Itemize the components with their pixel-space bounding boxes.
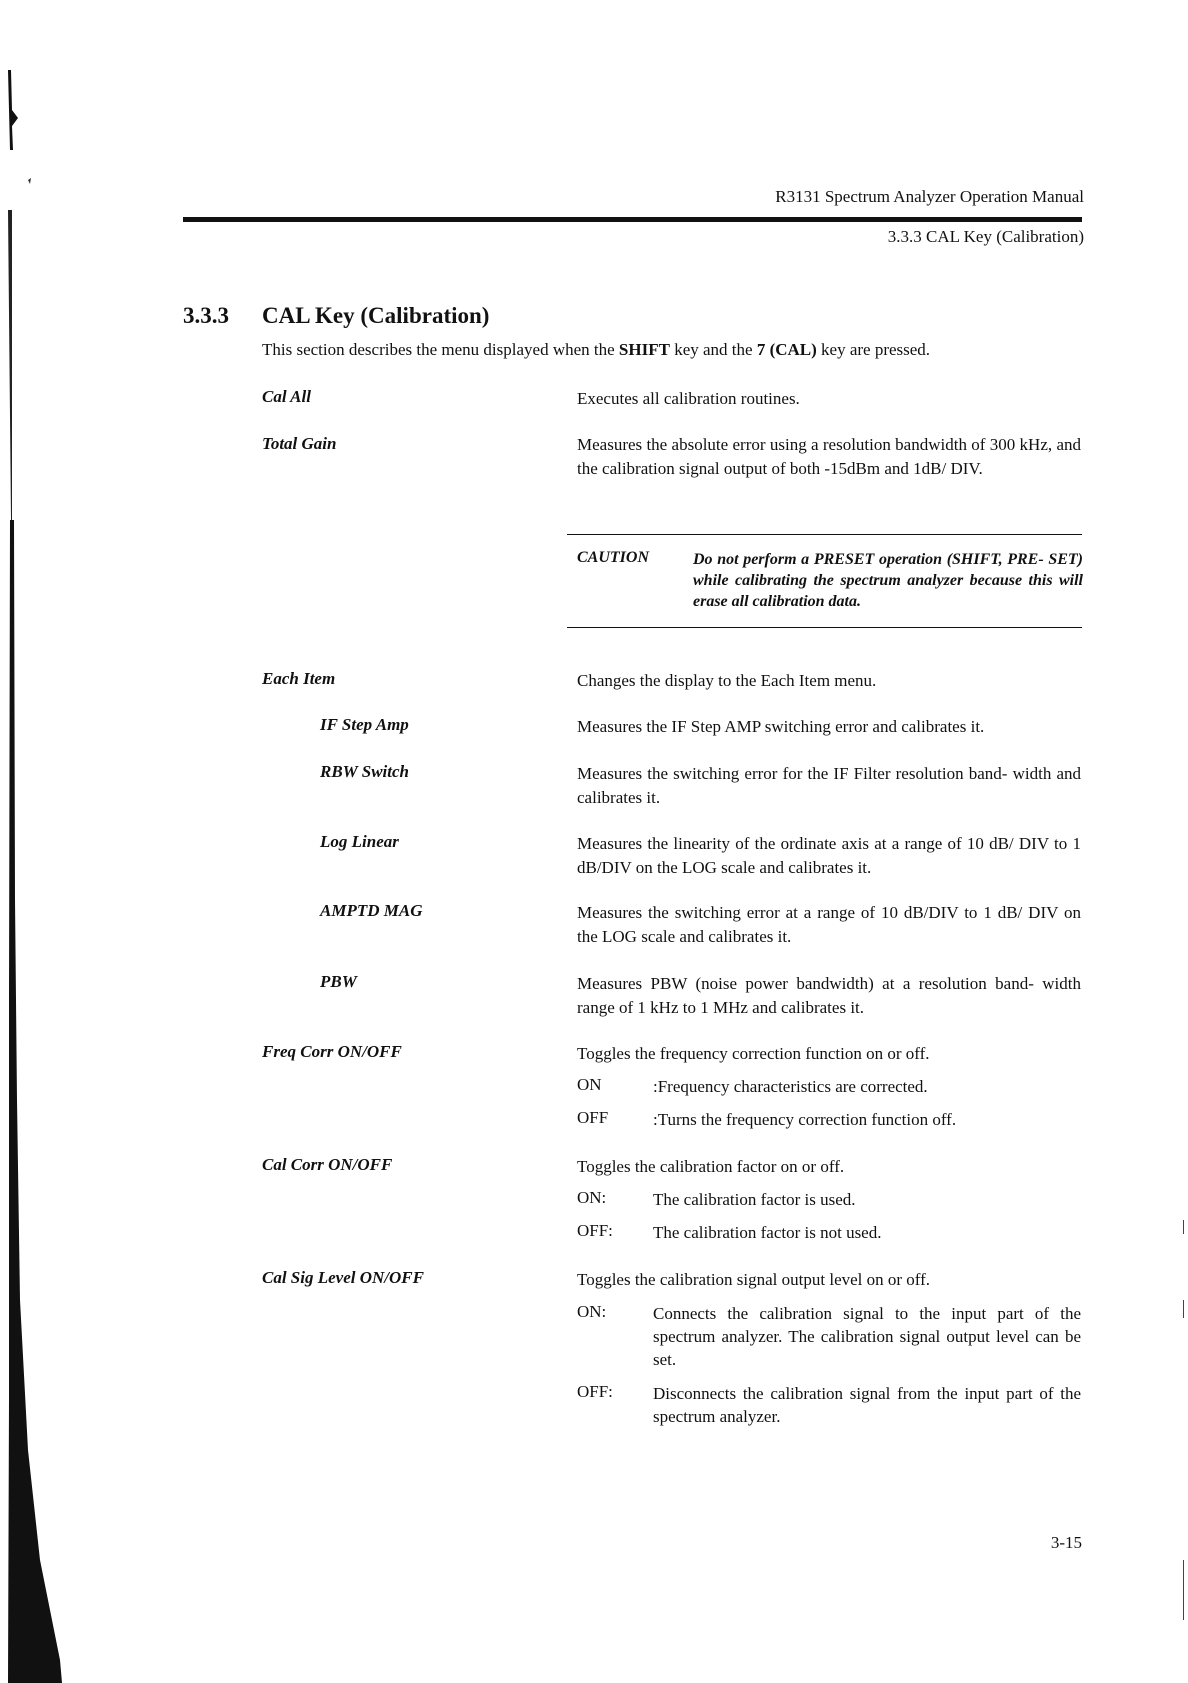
- margin-mark: [1183, 1220, 1184, 1234]
- cal-corr-off-key: OFF:: [577, 1221, 613, 1240]
- menu-term-cal-all: Cal All: [262, 387, 311, 406]
- page-number: 3-15: [1050, 1533, 1082, 1552]
- menu-term-cal-corr: Cal Corr ON/OFF: [262, 1155, 393, 1174]
- menu-desc-cal-all: Executes all calibration routines.: [577, 389, 800, 408]
- menu-desc-freq-corr: Toggles the frequency correction function on or off.: [577, 1044, 930, 1063]
- section-intro: [262, 340, 930, 360]
- running-header-title: R3131 Spectrum Analyzer Operation Manual: [775, 187, 1084, 206]
- menu-term-if-step-amp: IF Step Amp: [320, 715, 409, 734]
- menu-desc-log-linear: Measures the linearity of the ordinate axis at a range of 10 dB/ DIV to 1 dB/DIV on the LOG scale and calibrates it.: [577, 834, 1081, 877]
- menu-desc-each-item: Changes the display to the Each Item menu.: [577, 671, 877, 690]
- margin-mark: [1183, 1560, 1184, 1620]
- freq-corr-off-key: OFF: [577, 1108, 609, 1127]
- freq-corr-off-desc: :Turns the frequency correction function off.: [653, 1110, 957, 1129]
- caution-bottom-rule: [567, 627, 1082, 628]
- running-header-section: 3.3.3 CAL Key (Calibration): [887, 227, 1084, 246]
- caution-text: Do not perform a PRESET operation (SHIFT, PRE- SET) while calibrating the spectrum analyzer because this will erase all calibration data.: [693, 551, 1083, 610]
- intro-text: key and the: [669, 340, 757, 359]
- cal-corr-on-key: ON:: [577, 1188, 607, 1207]
- cal-corr-off-desc: The calibration factor is not used.: [653, 1223, 882, 1242]
- cal-sig-off-key: OFF:: [577, 1382, 613, 1401]
- menu-term-pbw: PBW: [320, 972, 357, 991]
- cal-key-name: 7 (CAL): [756, 340, 817, 359]
- freq-corr-on-desc: :Frequency characteristics are corrected.: [653, 1077, 928, 1096]
- header-rule: [183, 217, 1082, 222]
- menu-desc-cal-sig-level: Toggles the calibration signal output level on or off.: [577, 1270, 931, 1289]
- menu-term-rbw-switch: RBW Switch: [320, 762, 409, 781]
- freq-corr-on-key: ON: [577, 1075, 602, 1094]
- scan-binding-edge: [0, 0, 70, 1683]
- cal-sig-on-key: ON:: [577, 1302, 607, 1321]
- menu-term-amptd-mag: AMPTD MAG: [320, 901, 423, 920]
- intro-text: key are pressed.: [816, 340, 931, 359]
- menu-term-cal-sig-level: Cal Sig Level ON/OFF: [262, 1268, 424, 1287]
- menu-desc-if-step-amp: Measures the IF Step AMP switching error and calibrates it.: [577, 717, 985, 736]
- margin-mark: [1183, 1300, 1184, 1318]
- section-title: CAL Key (Calibration): [262, 303, 490, 328]
- shift-key-name: SHIFT: [618, 340, 670, 359]
- menu-term-each-item: Each Item: [262, 669, 336, 688]
- intro-text: This section describes the menu displayed when the: [262, 340, 619, 359]
- menu-term-log-linear: Log Linear: [320, 832, 399, 851]
- menu-desc-amptd-mag: Measures the switching error at a range of 10 dB/DIV to 1 dB/ DIV on the LOG scale and calibrates it.: [577, 903, 1081, 946]
- menu-desc-total-gain: Measures the absolute error using a resolution bandwidth of 300 kHz, and the calibration signal output of both -15dBm and 1dB/ DIV.: [577, 435, 1081, 478]
- cal-sig-off-desc: Disconnects the calibration signal from the input part of the spectrum analyzer.: [653, 1384, 1081, 1426]
- cal-sig-on-desc: Connects the calibration signal to the input part of the spectrum analyzer. The calibration signal output level can be set.: [653, 1304, 1081, 1369]
- cal-corr-on-desc: The calibration factor is used.: [653, 1190, 856, 1209]
- menu-term-total-gain: Total Gain: [262, 434, 337, 453]
- section-number: 3.3.3: [183, 303, 229, 328]
- caution-label: CAUTION: [577, 549, 650, 566]
- menu-desc-rbw-switch: Measures the switching error for the IF Filter resolution band- width and calibrates it.: [577, 764, 1081, 807]
- menu-term-freq-corr: Freq Corr ON/OFF: [262, 1042, 402, 1061]
- caution-top-rule: [567, 534, 1082, 535]
- menu-desc-cal-corr: Toggles the calibration factor on or off.: [577, 1157, 845, 1176]
- menu-desc-pbw: Measures PBW (noise power bandwidth) at a resolution band- width range of 1 kHz to 1 MHz and calibrates it.: [577, 974, 1081, 1017]
